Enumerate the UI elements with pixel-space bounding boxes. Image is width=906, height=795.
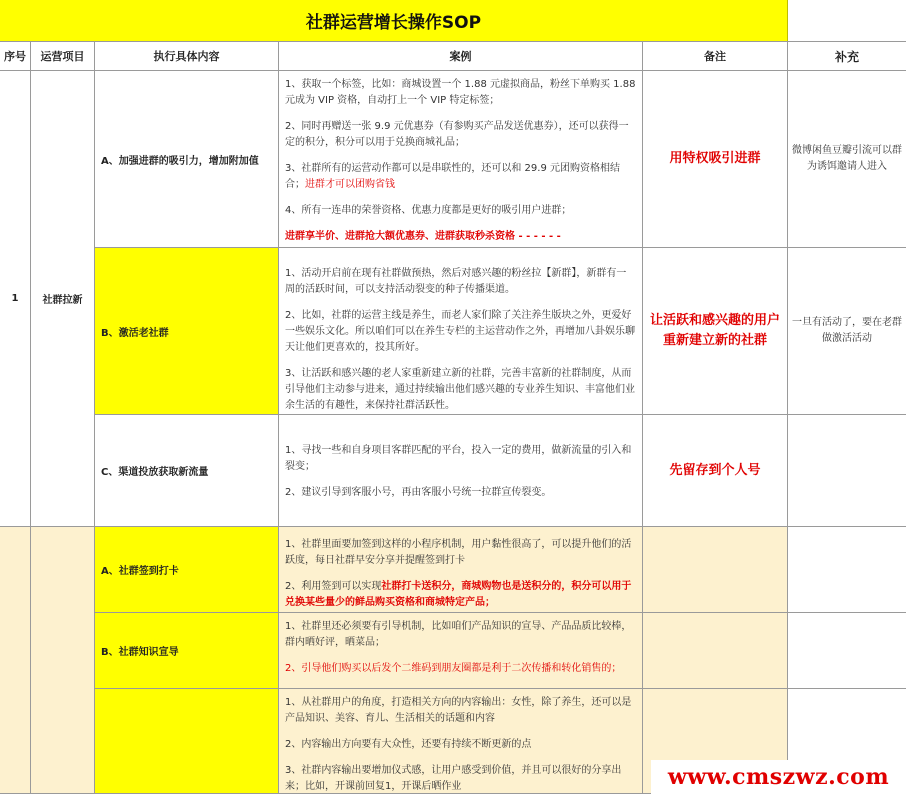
case-line [285,579,636,611]
row-1a-supplement: 微博闲鱼豆瓣引流可以群为诱饵邀请人进入 [788,71,906,248]
case-highlight: 社群打卡送积分，商城购物也是送积分的，积分可以用于兑换某些量少的鲜品购买资格和商城特定产品； [285,581,632,608]
case-line: 2、建议引导到客服小号，再由客服小号统一拉群宣传裂变。 [285,487,552,498]
row-1c-content: C、渠道投放获取新流量 [95,415,279,527]
row-2b-supplement [788,613,906,689]
case-text: 3、社群所有的运营动作都可以是串联性的，还可以和 29.9 元团购资格相结合； [285,163,620,190]
case-line: 1、社群里面要加签到这样的小程序机制，用户黏性很高了，可以提升他们的活跃度，每日社群早安分享并提醒签到打卡 [285,539,632,566]
section1-project: 社群拉新 [31,71,95,527]
case-line: 2、比如，社群的运营主线是养生，而老人家们除了关注养生版块之外，更爱好一些娱乐文化。所以咱们可以在养生专栏的主运营动作之外，再增加八卦娱乐聊天让他们更喜欢的，投其所好。 [285,310,635,353]
case-highlight: 进群享半价、进群抢大额优惠券、进群获取秒杀资格 - - - - - - [285,231,561,242]
case-highlight: 2、引导他们购买以后发个二维码到朋友圈都是利于二次传播和转化销售的； [285,663,622,674]
watermark: www.cmszwz.com [651,760,906,794]
page-title: 社群运营增长操作SOP [0,0,788,41]
row-1a-remark: 用特权吸引进群 [643,71,788,248]
row-1b-supplement: 一旦有活动了，要在老群做激活活动 [788,248,906,415]
header-content: 执行具体内容 [95,41,279,71]
header-case: 案例 [279,41,643,71]
row-1a-case [279,71,643,248]
section1-no: 1 [0,71,31,527]
case-line: 1、寻找一些和自身项目客群匹配的平台，投入一定的费用，做新流量的引入和裂变； [285,445,632,472]
case-line: 4、所有一连串的荣誉资格、优惠力度都是更好的吸引用户进群； [285,205,572,216]
case-text: 2、利用签到可以实现 [285,581,382,592]
case-line: 3、让活跃和感兴趣的老人家重新建立新的社群，完善丰富新的社群制度，从而引导他们主动参与进来，通过持续输出他们感兴趣的专业养生知识、丰富他们业余生活的有趣性，来保持社群活跃性。 [285,368,635,411]
row-2b-content: B、社群知识宣导 [95,613,279,689]
section2-no [0,527,31,794]
case-line: 3、社群内容输出要增加仪式感，让用户感受到价值，并且可以很好的分享出来；比如，开课前回复1，开课后晒作业 [285,765,622,792]
row-2b-case [279,613,643,689]
case-line: 1、活动开启前在现有社群做预热，然后对感兴趣的粉丝拉【新群】，新群有一周的活跃时间，可以支持活动裂变的种子传播渠道。 [285,268,627,295]
row-1c-case [279,415,643,527]
row-2a-content: A、社群签到打卡 [95,527,279,613]
case-highlight: 进群才可以团购省钱 [305,179,395,190]
case-line [285,161,636,193]
row-1b-content: B、激活老社群 [95,248,279,415]
header-no: 序号 [0,41,31,71]
row-1b-remark: 让活跃和感兴趣的用户重新建立新的社群 [643,248,788,415]
case-line: 2、内容输出方向要有大众性，还要有持续不断更新的点 [285,739,532,750]
header-remark: 备注 [643,41,788,71]
case-line: 1、从社群用户的角度，打造相关方向的内容输出：女性，除了养生，还可以是产品知识、美容、育儿、生活相关的话题和内容 [285,697,632,724]
header-project: 运营项目 [31,41,95,71]
row-2c-content [95,689,279,794]
row-2b-remark [643,613,788,689]
row-2a-case [279,527,643,613]
title-blank [788,0,906,41]
row-1b-case [279,248,643,415]
case-line: 2、同时再赠送一张 9.9 元优惠券（有参购买产品发送优惠券），还可以获得一定的积分，积分可以用于兑换商城礼品； [285,121,629,148]
case-line: 1、社群里还必须要有引导机制，比如咱们产品知识的宣导、产品品质比较棒，群内晒好评，晒菜品； [285,621,632,648]
row-2a-remark [643,527,788,613]
case-line: 1、获取一个标签，比如：商城设置一个 1.88 元虚拟商品，粉丝下单购买 1.88 元成为 VIP 资格，自动打上一个 VIP 特定标签； [285,79,636,106]
row-1c-supplement [788,415,906,527]
row-1a-content: A、加强进群的吸引力，增加附加值 [95,71,279,248]
row-2a-supplement [788,527,906,613]
section2-project [31,527,95,794]
header-supplement: 补充 [788,41,906,71]
row-2c-case [279,689,643,794]
row-1c-remark: 先留存到个人号 [643,415,788,527]
